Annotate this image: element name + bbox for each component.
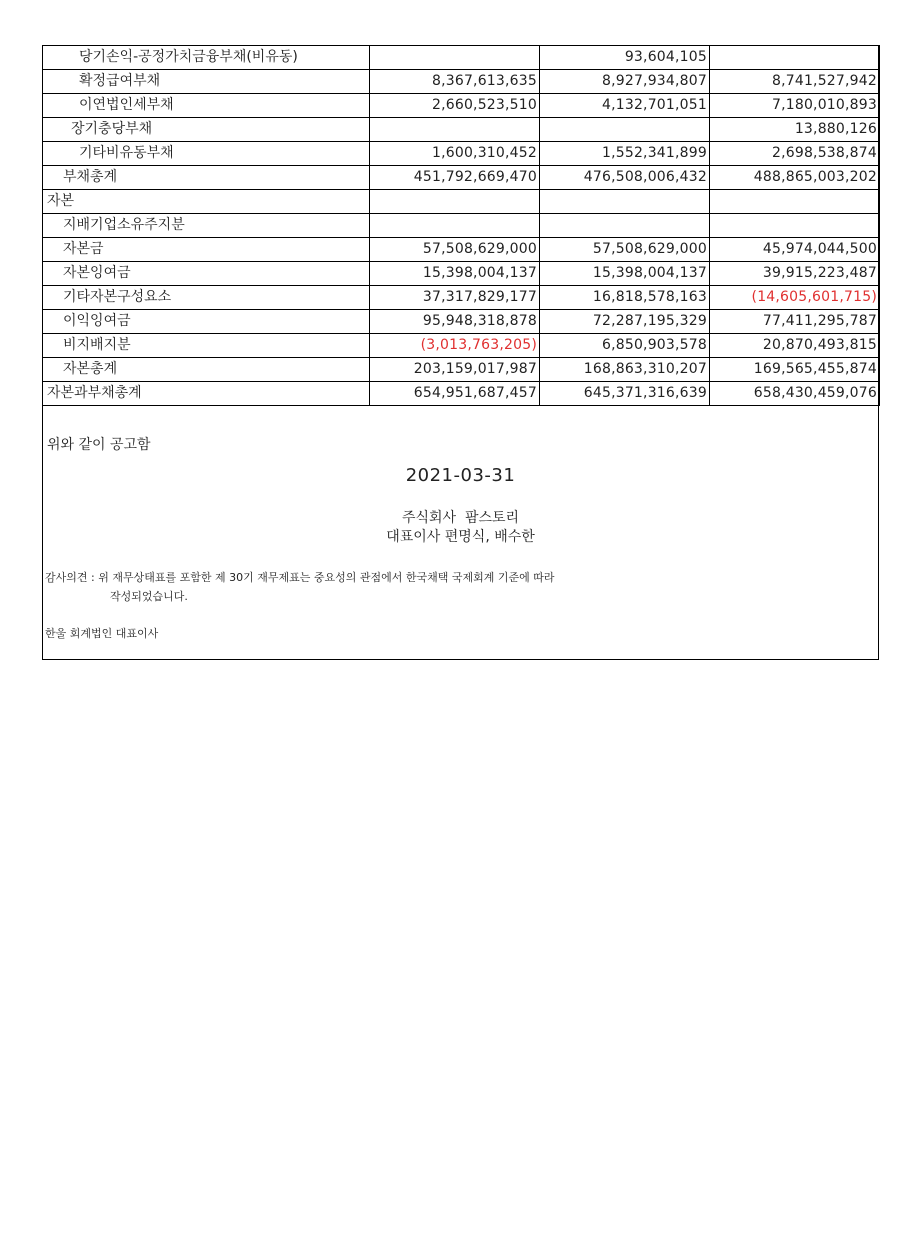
value-cell: 1,600,310,452 — [370, 142, 540, 166]
value-cell: 169,565,455,874 — [710, 358, 880, 382]
table-row — [43, 262, 880, 286]
table-row — [43, 238, 880, 262]
audit-opinion-line1: 감사의견 : 위 재무상태표를 포함한 제 30기 재무제표는 중요성의 관점에서 한국채택 국제회계 기준에 따라 — [45, 571, 555, 584]
row-label: 지배기업소유주지분 — [43, 214, 370, 238]
ceo-names: 대표이사 편명식, 배수한 — [386, 529, 535, 545]
row-label: 기타비유동부채 — [43, 142, 370, 166]
table-row — [43, 190, 880, 214]
row-label: 자본 — [43, 190, 370, 214]
table-row — [43, 286, 880, 310]
value-cell: 8,927,934,807 — [540, 70, 710, 94]
table-row — [43, 382, 880, 406]
value-cell: 7,180,010,893 — [710, 94, 880, 118]
row-label: 기타자본구성요소 — [43, 286, 370, 310]
value-cell: 57,508,629,000 — [370, 238, 540, 262]
value-cell: 654,951,687,457 — [370, 382, 540, 406]
value-cell: 57,508,629,000 — [540, 238, 710, 262]
value-cell: 6,850,903,578 — [540, 334, 710, 358]
row-label: 당기손익-공정가치금융부채(비유동) — [43, 46, 370, 70]
value-cell: 451,792,669,470 — [370, 166, 540, 190]
row-label: 자본잉여금 — [43, 262, 370, 286]
value-cell: 72,287,195,329 — [540, 310, 710, 334]
table-row — [43, 334, 880, 358]
value-cell: 203,159,017,987 — [370, 358, 540, 382]
value-cell — [370, 46, 540, 70]
table-row — [43, 166, 880, 190]
value-cell: 16,818,578,163 — [540, 286, 710, 310]
value-cell — [540, 214, 710, 238]
value-cell: 8,741,527,942 — [710, 70, 880, 94]
table-row — [43, 70, 880, 94]
negative-value-cell: (14,605,601,715) — [710, 286, 880, 310]
table-row — [43, 142, 880, 166]
row-label: 비지배지분 — [43, 334, 370, 358]
value-cell — [710, 46, 880, 70]
value-cell: 45,974,044,500 — [710, 238, 880, 262]
value-cell: 15,398,004,137 — [540, 262, 710, 286]
value-cell — [540, 190, 710, 214]
value-cell: 476,508,006,432 — [540, 166, 710, 190]
company-name: 주식회사 팜스토리 — [401, 510, 520, 526]
value-cell — [370, 214, 540, 238]
row-label: 장기충당부채 — [43, 118, 370, 142]
value-cell — [540, 118, 710, 142]
value-cell: 488,865,003,202 — [710, 166, 880, 190]
value-cell: 4,132,701,051 — [540, 94, 710, 118]
row-label: 자본금 — [43, 238, 370, 262]
notice-text: 위와 같이 공고함 — [47, 437, 151, 453]
auditor-name: 한울 회계법인 대표이사 — [45, 627, 159, 640]
value-cell: 645,371,316,639 — [540, 382, 710, 406]
table-row — [43, 358, 880, 382]
table-row — [43, 118, 880, 142]
row-label: 확정급여부채 — [43, 70, 370, 94]
balance-sheet-table — [42, 45, 880, 406]
value-cell — [370, 190, 540, 214]
table-row — [43, 94, 880, 118]
row-label: 자본과부채총계 — [43, 382, 370, 406]
value-cell: 168,863,310,207 — [540, 358, 710, 382]
value-cell: 13,880,126 — [710, 118, 880, 142]
value-cell: 2,660,523,510 — [370, 94, 540, 118]
row-label: 이익잉여금 — [43, 310, 370, 334]
value-cell — [710, 190, 880, 214]
audit-opinion-line2: 작성되었습니다. — [110, 590, 188, 603]
financial-statement-sheet — [42, 45, 879, 660]
value-cell: 39,915,223,487 — [710, 262, 880, 286]
value-cell: 2,698,538,874 — [710, 142, 880, 166]
row-label: 이연법인세부채 — [43, 94, 370, 118]
row-label: 자본총계 — [43, 358, 370, 382]
value-cell — [710, 214, 880, 238]
value-cell — [370, 118, 540, 142]
value-cell: 20,870,493,815 — [710, 334, 880, 358]
row-label: 부채총계 — [43, 166, 370, 190]
value-cell: 8,367,613,635 — [370, 70, 540, 94]
value-cell: 37,317,829,177 — [370, 286, 540, 310]
table-row — [43, 46, 880, 70]
value-cell: 77,411,295,787 — [710, 310, 880, 334]
announcement-date: 2021-03-31 — [405, 465, 516, 486]
value-cell: 15,398,004,137 — [370, 262, 540, 286]
negative-value-cell: (3,013,763,205) — [370, 334, 540, 358]
value-cell: 658,430,459,076 — [710, 382, 880, 406]
value-cell: 1,552,341,899 — [540, 142, 710, 166]
table-row — [43, 310, 880, 334]
value-cell: 95,948,318,878 — [370, 310, 540, 334]
table-row — [43, 214, 880, 238]
value-cell: 93,604,105 — [540, 46, 710, 70]
